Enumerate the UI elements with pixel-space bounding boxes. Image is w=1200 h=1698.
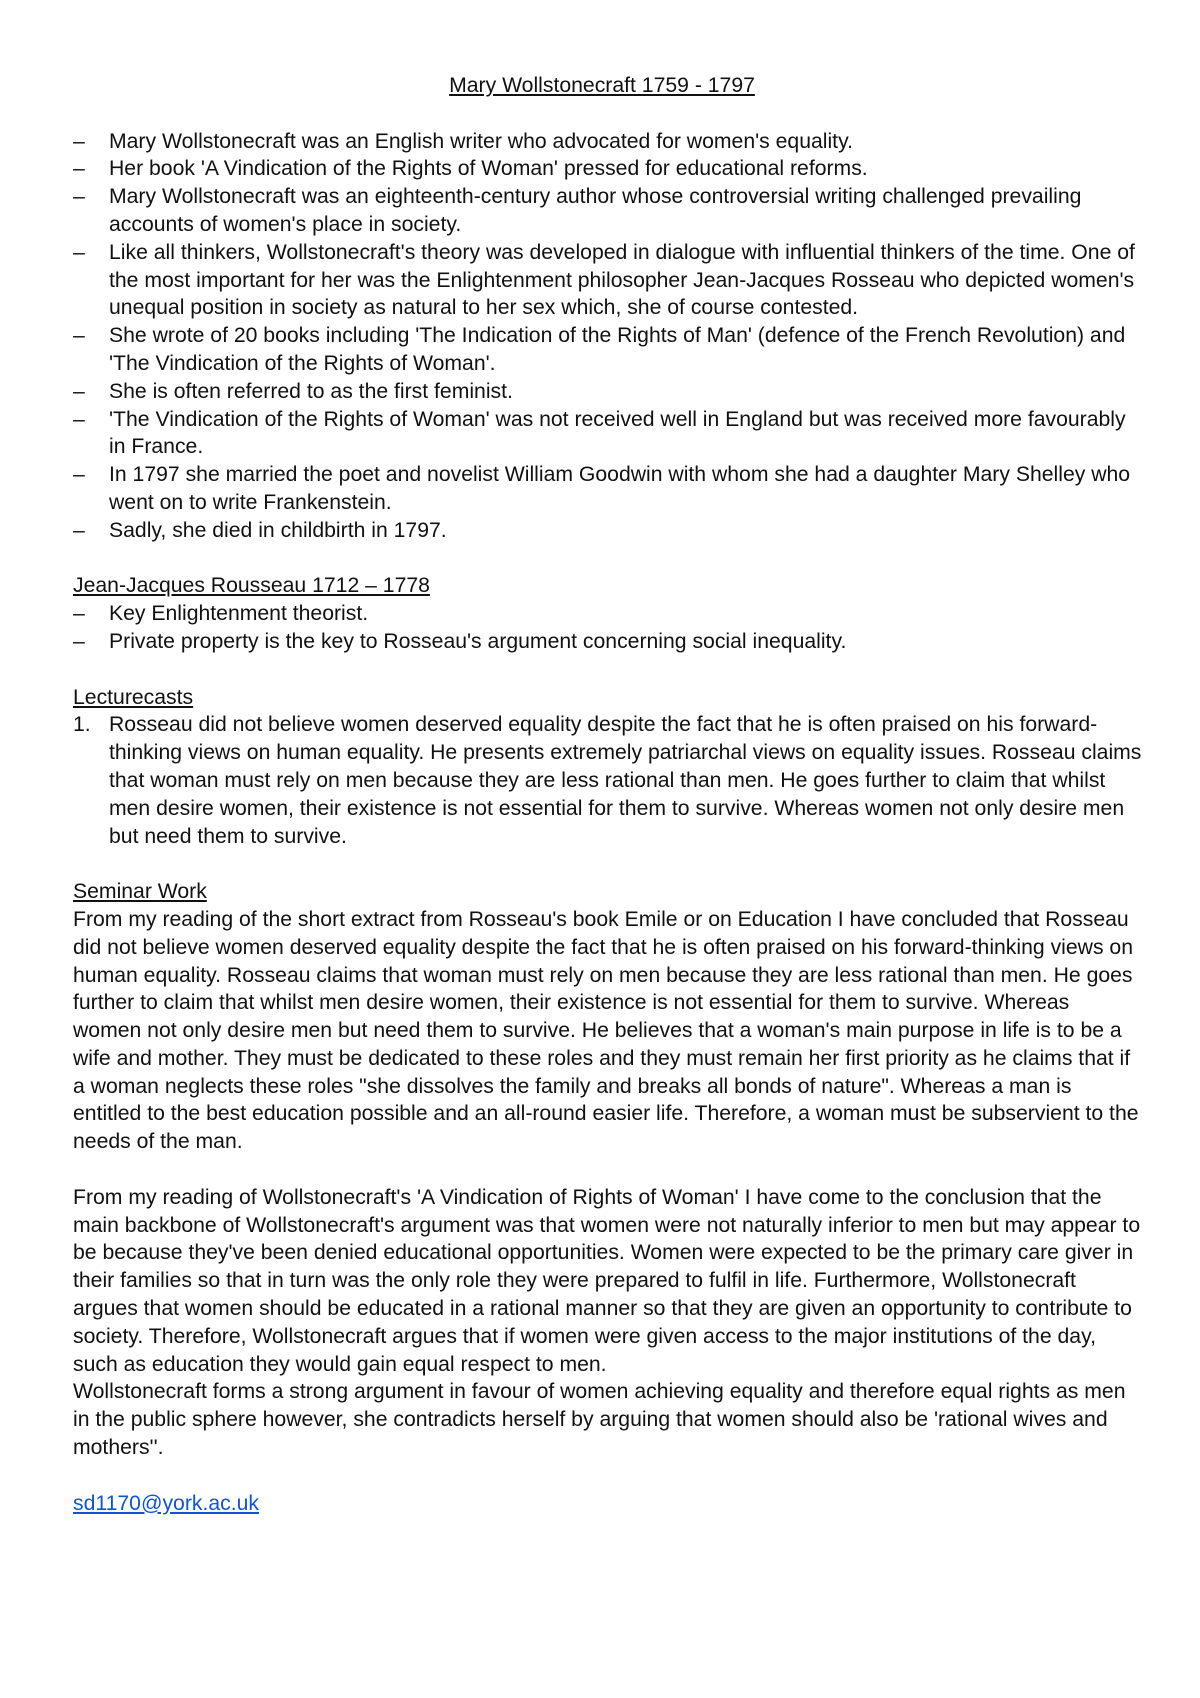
dash-marker: – bbox=[73, 407, 85, 431]
dash-marker: – bbox=[73, 629, 85, 653]
number-marker: 1. bbox=[73, 713, 91, 737]
list-item-text: 'The Vindication of the Rights of Woman' was not received well in England but was received more favourably in France. bbox=[109, 407, 1126, 459]
spacer bbox=[73, 1156, 1143, 1184]
lecturecasts-list bbox=[73, 711, 1143, 850]
list-item bbox=[73, 183, 1143, 239]
list-item-text: Her book 'A Vindication of the Rights of Woman' pressed for educational reforms. bbox=[109, 157, 868, 181]
list-item bbox=[73, 128, 1143, 156]
dash-marker: – bbox=[73, 518, 85, 542]
dash-marker: – bbox=[73, 129, 85, 153]
dash-marker: – bbox=[73, 157, 85, 181]
spacer bbox=[73, 545, 1143, 573]
list-item bbox=[73, 239, 1143, 322]
list-item-text: Rosseau did not believe women deserved equality despite the fact that he is often praised on his forward-thinking views on human equality. He presents extremely patriarchal views on equality issues. Rosseau claims that woman must rely on men because they are less rational than men. He goes further to claim that whilst men desire women, their existence is not essential for them to survive. Whereas women not only desire men but need them to survive. bbox=[109, 713, 1142, 848]
list-item bbox=[73, 711, 1143, 850]
seminar-paragraph-conclusion: Wollstonecraft forms a strong argument in favour of women achieving equality and therefore equal rights as men in the public sphere however, she contradicts herself by arguing that women should also be 'rational wives and mothers''. bbox=[73, 1380, 1126, 1460]
dash-marker: – bbox=[73, 602, 85, 626]
list-item bbox=[73, 406, 1143, 462]
lecturecasts-heading: Lecturecasts bbox=[73, 685, 194, 709]
dash-marker: – bbox=[73, 463, 85, 487]
dash-marker: – bbox=[73, 324, 85, 348]
list-item-text: In 1797 she married the poet and novelist William Goodwin with whom she had a daughter Mary Shelley who went on to write Frankenstein. bbox=[109, 463, 1131, 514]
seminar-paragraph-wollstonecraft: From my reading of Wollstonecraft's 'A Vindication of Rights of Woman' I have come to the conclusion that the main backbone of Wollstonecraft's argument was that women were not naturally inferior to men but may appear to be because they've been denied educational opportunities. Women were expected to be the primary care giver in their families so that in turn was the only role they were prepared to fulfil in life. Furthermore, Wollstonecraft argues that women should be educated in a rational manner so that they are given an opportunity to contribute to society. Therefore, Wollstonecraft argues that if women were given access to the major institutions of the day, such as education they would gain equal respect to men. bbox=[73, 1185, 1141, 1376]
list-item-text: She wrote of 20 books including 'The Indication of the Rights of Man' (defence of the French Revolution) and 'The Vindication of the Rights of Woman'. bbox=[109, 324, 1126, 375]
dash-marker: – bbox=[73, 379, 85, 403]
list-item-text: Private property is the key to Rosseau's argument concerning social inequality. bbox=[109, 629, 847, 653]
wollstonecraft-facts-list bbox=[73, 128, 1143, 545]
list-item bbox=[73, 517, 1143, 545]
rousseau-points-list bbox=[73, 600, 1143, 656]
spacer bbox=[73, 1462, 1143, 1490]
document-body bbox=[73, 72, 1143, 1517]
list-item-text: She is often referred to as the first feminist. bbox=[109, 379, 513, 403]
list-item-text: Like all thinkers, Wollstonecraft's theory was developed in dialogue with influential thinkers of the time. One of the most important for her was the Enlightenment philosopher Jean-Jacques Rosseau who depicted women's unequal position in society as natural to her sex which, she of course contested. bbox=[109, 240, 1135, 320]
seminar-paragraph-rousseau: From my reading of the short extract from Rosseau's book Emile or on Education I have concluded that Rosseau did not believe women deserved equality despite the fact that he is often praised on his forward-thinking views on human equality. Rosseau claims that woman must rely on men because they are less rational than men. He goes further to claim that whilst men desire women, their existence is not essential for them to survive. Whereas women not only desire men but need them to survive. He believes that a woman's main purpose in life is to be a wife and mother. They must be dedicated to these roles and they must remain her first priority as he claims that if a woman neglects these roles "she dissolves the family and breaks all bonds of nature". Whereas a man is entitled to the best education possible and an all-round easier life. Therefore, a woman must be subservient to the needs of the man. bbox=[73, 907, 1139, 1154]
dash-marker: – bbox=[73, 185, 85, 209]
list-item bbox=[73, 628, 1143, 656]
list-item bbox=[73, 155, 1143, 183]
dash-marker: – bbox=[73, 240, 85, 264]
list-item bbox=[73, 600, 1143, 628]
list-item bbox=[73, 378, 1143, 406]
spacer bbox=[73, 850, 1143, 878]
page-title: Mary Wollstonecraft 1759 - 1797 bbox=[449, 74, 755, 97]
email-link[interactable]: sd1170@york.ac.uk bbox=[73, 1491, 260, 1515]
rousseau-heading: Jean-Jacques Rousseau 1712 – 1778 bbox=[73, 574, 430, 598]
list-item-text: Sadly, she died in childbirth in 1797. bbox=[109, 518, 447, 542]
spacer bbox=[73, 656, 1143, 684]
list-item-text: Key Enlightenment theorist. bbox=[109, 602, 369, 626]
list-item bbox=[73, 461, 1143, 517]
list-item bbox=[73, 322, 1143, 378]
list-item-text: Mary Wollstonecraft was an English writer who advocated for women's equality. bbox=[109, 129, 853, 153]
list-item-text: Mary Wollstonecraft was an eighteenth-century author whose controversial writing challenged prevailing accounts of women's place in society. bbox=[109, 185, 1082, 236]
seminar-heading: Seminar Work bbox=[73, 880, 207, 904]
